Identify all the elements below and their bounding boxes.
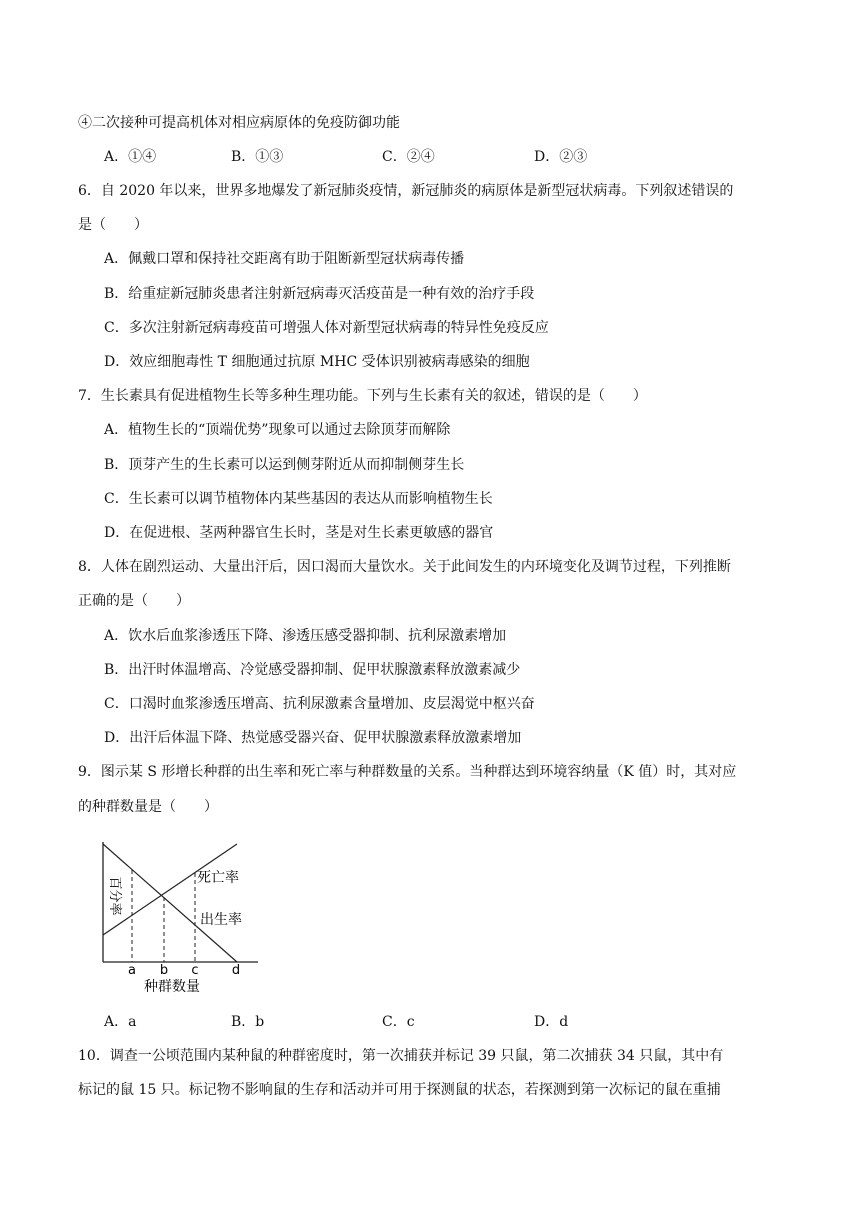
q6-option-a: A．佩戴口罩和保持社交距离有助于阻断新型冠状病毒传播: [104, 251, 465, 267]
q7-option-c: C．生长素可以调节植物体内某些基因的表达从而影响植物生长: [104, 491, 493, 507]
q5-option-b: B．①③: [231, 149, 284, 165]
q6-option-b: B．给重症新冠肺炎患者注射新冠病毒灭活疫苗是一种有效的治疗手段: [104, 286, 535, 302]
q9-option-c: C．c: [382, 1014, 415, 1030]
q8-stem-line-2: 正确的是（ ）: [78, 593, 190, 609]
q8-option-d: D．出汗后体温下降、热觉感受器兴奋、促甲状腺激素释放激素增加: [104, 730, 522, 746]
q8-option-a: A．饮水后血浆渗透压下降、渗透压感受器抑制、抗利尿激素增加: [104, 628, 507, 644]
q10-line-1: 10．调查一公顷范围内某种鼠的种群密度时，第一次捕获并标记 39 只鼠，第二次捕获 34 只鼠，其中有: [78, 1048, 724, 1064]
q7-option-a: A．植物生长的“顶端优势”现象可以通过去除顶芽而解除: [104, 422, 451, 438]
q6-option-d: D．效应细胞毒性 T 细胞通过抗原 MHC 受体识别被病毒感染的细胞: [104, 354, 530, 370]
x-axis-label: 种群数量: [144, 979, 200, 995]
q5-option-d: D．②③: [534, 149, 588, 165]
q7-option-d: D．在促进根、茎两种器官生长时，茎是对生长素更敏感的器官: [104, 525, 494, 541]
q5-option-c: C．②④: [382, 149, 435, 165]
q9-stem-line-1: 9．图示某 S 形增长种群的出生率和死亡率与种群数量的关系。当种群达到环境容纳量（K 值）时，其对应: [78, 764, 737, 780]
q10-line-2: 标记的鼠 15 只。标记物不影响鼠的生存和活动并可用于探测鼠的状态，若探测到第一次标记的鼠在重捕: [78, 1082, 721, 1098]
q6-stem-line-2: 是（ ）: [78, 217, 148, 233]
death-rate-label: 死亡率: [197, 870, 239, 886]
tick-b: b: [159, 963, 169, 978]
q9-population-graph: [96, 838, 266, 998]
tick-c: c: [191, 963, 199, 978]
q9-option-b: B．b: [231, 1014, 265, 1030]
y-axis-label: 百分率: [107, 876, 122, 916]
q5-item-4: ④二次接种可提高机体对相应病原体的免疫防御功能: [78, 115, 400, 131]
birth-rate-label: 出生率: [200, 912, 242, 928]
q9-stem-line-2: 的种群数量是（ ）: [78, 799, 218, 815]
q8-stem-line-1: 8．人体在剧烈运动、大量出汗后，因口渴而大量饮水。关于此间发生的内环境变化及调节过程，下列推断: [78, 559, 731, 575]
q8-option-c: C．口渴时血浆渗透压增高、抗利尿激素含量增加、皮层渴觉中枢兴奋: [104, 696, 535, 712]
birth-rate-line: [103, 844, 237, 962]
q5-option-a: A．①④: [104, 149, 157, 165]
q9-option-a: A．a: [104, 1014, 137, 1030]
tick-a: a: [128, 963, 136, 978]
q6-stem-line-1: 6．自 2020 年以来，世界多地爆发了新冠肺炎疫情，新冠肺炎的病原体是新型冠状病毒。下列叙述错误的: [78, 183, 734, 199]
q7-stem: 7．生长素具有促进植物生长等多种生理功能。下列与生长素有关的叙述，错误的是（ ）: [78, 388, 647, 404]
q7-option-b: B．顶芽产生的生长素可以运到侧芽附近从而抑制侧芽生长: [104, 457, 465, 473]
q8-option-b: B．出汗时体温增高、冷觉感受器抑制、促甲状腺激素释放激素减少: [104, 662, 521, 678]
q9-option-d: D．d: [534, 1014, 569, 1030]
q6-option-c: C．多次注射新冠病毒疫苗可增强人体对新型冠状病毒的特异性免疫反应: [104, 320, 549, 336]
tick-d: d: [231, 963, 241, 978]
